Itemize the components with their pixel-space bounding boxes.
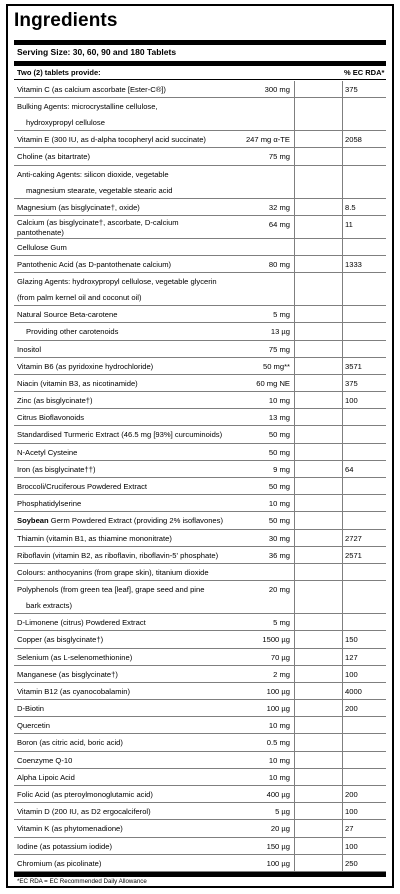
column-divider bbox=[342, 273, 343, 306]
ingredient-rda: 250 bbox=[345, 858, 358, 868]
column-divider bbox=[342, 409, 343, 426]
ingredient-name bbox=[17, 857, 289, 873]
column-divider bbox=[342, 444, 343, 461]
ingredient-name bbox=[17, 514, 289, 530]
table-row bbox=[14, 855, 386, 872]
ingredient-amount: 20 mg bbox=[268, 585, 290, 595]
column-divider bbox=[294, 358, 295, 375]
ingredient-name-line: Copper (as bisglycinate†) bbox=[17, 635, 104, 645]
ingredient-rda: 4000 bbox=[345, 686, 362, 696]
ingredient-name bbox=[17, 83, 289, 99]
ingredient-name-line: Standardised Turmeric Extract (46.5 mg [93%] curcuminoids) bbox=[17, 430, 223, 440]
ingredient-name-line: Providing other carotenoids bbox=[26, 327, 119, 337]
table-row bbox=[14, 306, 386, 323]
ingredient-name-line: Cellulose Gum bbox=[17, 242, 67, 252]
ingredient-amount: 70 µg bbox=[270, 652, 290, 662]
ingredient-name-line: Folic Acid (as pteroylmonoglutamic acid) bbox=[17, 790, 153, 799]
ingredient-amount: 1500 µg bbox=[262, 635, 290, 645]
column-divider bbox=[294, 752, 295, 769]
footer-divider bbox=[14, 872, 386, 877]
ingredient-name-line bbox=[17, 514, 289, 530]
ingredient-amount: 75 mg bbox=[268, 152, 290, 162]
table-row bbox=[14, 512, 386, 529]
ingredient-name bbox=[17, 805, 289, 821]
ingredient-amount: 50 mg** bbox=[262, 361, 290, 371]
ingredient-amount: 13 µg bbox=[270, 327, 290, 337]
column-divider bbox=[294, 631, 295, 648]
ingredient-amount: 247 mg α-TE bbox=[245, 135, 290, 145]
column-divider bbox=[342, 131, 343, 148]
column-divider bbox=[342, 256, 343, 273]
ingredient-name bbox=[17, 168, 289, 200]
column-divider bbox=[294, 547, 295, 564]
column-divider bbox=[342, 375, 343, 392]
ingredient-amount: 5 mg bbox=[273, 310, 290, 320]
ingredient-name bbox=[17, 719, 289, 735]
ingredient-name-line: Vitamin B6 (as pyridoxine hydrochloride) bbox=[17, 361, 154, 371]
ingredient-name-line: Inositol bbox=[17, 344, 42, 354]
table-row bbox=[14, 734, 386, 751]
ingredient-amount: 30 mg bbox=[268, 533, 290, 543]
column-divider bbox=[342, 216, 343, 239]
table-row bbox=[14, 820, 386, 837]
column-divider bbox=[342, 564, 343, 581]
column-divider bbox=[342, 855, 343, 872]
table-row bbox=[14, 166, 386, 199]
column-divider bbox=[342, 478, 343, 495]
ingredient-name-line: bark extracts) bbox=[26, 601, 72, 611]
ingredient-name bbox=[17, 840, 289, 856]
table-row bbox=[14, 375, 386, 392]
column-divider bbox=[342, 752, 343, 769]
column-divider bbox=[342, 426, 343, 443]
ingredient-amount: 0.5 mg bbox=[266, 738, 290, 748]
ingredient-name bbox=[17, 308, 289, 324]
ingredient-name-rest: Germ Powdered Extract (providing 2% isoflavones) bbox=[50, 516, 223, 526]
ingredient-name-line: Anti-caking Agents: silicon dioxide, vegetable bbox=[17, 169, 169, 179]
ingredient-name-line: Calcium (as bisglycinate†, ascorbate, D-calcium bbox=[17, 217, 179, 227]
serving-size: Serving Size: 30, 60, 90 and 180 Tablets bbox=[17, 47, 177, 57]
ingredient-rda: 2058 bbox=[345, 135, 362, 145]
footnote: *EC RDA = EC Recommended Daily Allowance bbox=[17, 878, 147, 885]
ingredient-rda: 8.5 bbox=[345, 202, 356, 212]
ingredient-amount: 10 mg bbox=[268, 772, 290, 782]
column-divider bbox=[342, 199, 343, 216]
table-row bbox=[14, 131, 386, 148]
ingredient-name bbox=[17, 532, 289, 548]
ingredient-amount: 100 µg bbox=[266, 858, 290, 868]
ingredient-rda: 100 bbox=[345, 807, 358, 817]
ingredient-name-line: Niacin (vitamin B3, as nicotinamide) bbox=[17, 378, 138, 388]
table-row bbox=[14, 614, 386, 631]
ingredient-amount: 60 mg NE bbox=[256, 378, 290, 388]
table-row bbox=[14, 752, 386, 769]
ingredient-name bbox=[17, 150, 289, 166]
table-row bbox=[14, 631, 386, 648]
column-divider bbox=[294, 512, 295, 529]
ingredient-name-line: hydroxypropyl cellulose bbox=[26, 118, 105, 128]
ingredient-name bbox=[17, 480, 289, 496]
ingredient-amount: 13 mg bbox=[268, 413, 290, 423]
column-divider bbox=[294, 700, 295, 717]
ingredient-name bbox=[17, 549, 289, 565]
column-divider bbox=[294, 148, 295, 165]
ingredient-name-line: Natural Source Beta-carotene bbox=[17, 310, 118, 320]
ingredient-amount: 80 mg bbox=[268, 259, 290, 269]
ingredient-amount: 10 mg bbox=[268, 721, 290, 731]
ingredient-name-line: Alpha Lipoic Acid bbox=[17, 772, 75, 782]
header-provide: Two (2) tablets provide: bbox=[17, 68, 101, 77]
ingredient-name-line: Coenzyme Q-10 bbox=[17, 755, 73, 765]
ingredient-name-line: Quercetin bbox=[17, 721, 50, 731]
column-divider bbox=[294, 166, 295, 199]
column-divider bbox=[342, 649, 343, 666]
ingredient-rda: 2727 bbox=[345, 533, 362, 543]
column-divider bbox=[294, 444, 295, 461]
ingredient-name bbox=[17, 702, 289, 718]
table-row bbox=[14, 409, 386, 426]
ingredient-rda: 100 bbox=[345, 669, 358, 679]
column-divider bbox=[294, 392, 295, 409]
ingredient-name bbox=[17, 360, 289, 376]
ingredient-name bbox=[17, 241, 289, 257]
ingredient-name-line: Boron (as citric acid, boric acid) bbox=[17, 738, 123, 748]
column-divider bbox=[294, 564, 295, 581]
ingredient-amount: 75 mg bbox=[268, 344, 290, 354]
ingredient-name-line: Chromium (as picolinate) bbox=[17, 858, 102, 868]
column-divider bbox=[342, 734, 343, 751]
ingredient-name bbox=[17, 275, 289, 307]
ingredient-name bbox=[17, 736, 289, 752]
column-divider bbox=[342, 239, 343, 256]
ingredient-amount: 50 mg bbox=[268, 516, 290, 526]
ingredient-name-line: Riboflavin (vitamin B2, as riboflavin, riboflavin-5' phosphate) bbox=[17, 550, 219, 560]
ingredient-amount: 100 µg bbox=[266, 686, 290, 696]
ingredient-name-line: (from palm kernel oil and coconut oil) bbox=[17, 293, 142, 303]
table-row bbox=[14, 649, 386, 666]
column-divider bbox=[342, 717, 343, 734]
ingredient-amount: 5 mg bbox=[273, 618, 290, 628]
column-divider bbox=[342, 838, 343, 855]
ingredient-name bbox=[17, 377, 289, 393]
ingredient-amount: 10 mg bbox=[268, 396, 290, 406]
column-divider bbox=[294, 530, 295, 547]
column-divider bbox=[294, 838, 295, 855]
ingredient-name-line: Iron (as bisglycinate††) bbox=[17, 464, 96, 474]
table-row bbox=[14, 786, 386, 803]
ingredient-amount: 50 mg bbox=[268, 447, 290, 457]
ingredient-name-line: Vitamin D (200 IU, as D2 ergocalciferol) bbox=[17, 807, 151, 817]
ingredient-name bbox=[17, 566, 289, 582]
ingredient-amount: 32 mg bbox=[268, 202, 290, 212]
column-divider bbox=[294, 820, 295, 837]
ingredient-name-line: Vitamin C (as calcium ascorbate [Ester-C®]) bbox=[17, 85, 166, 94]
column-divider bbox=[342, 306, 343, 323]
table-row bbox=[14, 581, 386, 614]
ingredient-amount: 36 mg bbox=[268, 550, 290, 560]
column-divider bbox=[294, 81, 295, 98]
column-divider bbox=[294, 98, 295, 131]
column-divider bbox=[342, 166, 343, 199]
table-row bbox=[14, 323, 386, 340]
table-row bbox=[14, 461, 386, 478]
table-row bbox=[14, 273, 386, 306]
ingredient-name-line: Polyphenols (from green tea [leaf], grape seed and pine bbox=[17, 585, 205, 595]
column-divider bbox=[294, 786, 295, 803]
column-divider bbox=[294, 683, 295, 700]
ingredient-rda: 200 bbox=[345, 790, 358, 799]
header-rda: % EC RDA* bbox=[344, 68, 385, 77]
table-row bbox=[14, 478, 386, 495]
ingredient-name bbox=[17, 633, 289, 649]
column-divider bbox=[342, 461, 343, 478]
ingredient-name-line: Zinc (as bisglycinate†) bbox=[17, 396, 93, 406]
column-divider bbox=[294, 717, 295, 734]
column-divider bbox=[294, 734, 295, 751]
ingredient-name bbox=[17, 754, 289, 770]
table-row bbox=[14, 216, 386, 239]
ingredient-name bbox=[17, 668, 289, 684]
ingredient-name-line: Pantothenic Acid (as D-pantothenate calcium) bbox=[17, 259, 172, 269]
ingredient-rda: 11 bbox=[345, 219, 353, 229]
ingredient-rda: 3571 bbox=[345, 361, 362, 371]
column-divider bbox=[342, 547, 343, 564]
ingredient-name bbox=[17, 685, 289, 701]
table-row bbox=[14, 256, 386, 273]
column-divider bbox=[294, 306, 295, 323]
ingredient-name bbox=[17, 411, 289, 427]
column-divider bbox=[342, 786, 343, 803]
ingredient-name bbox=[17, 583, 289, 615]
ingredient-name bbox=[17, 771, 289, 787]
ingredient-name bbox=[17, 616, 289, 632]
page-title: Ingredients bbox=[14, 10, 118, 31]
column-divider bbox=[294, 199, 295, 216]
ingredient-amount: 300 mg bbox=[264, 85, 290, 94]
ingredient-amount: 64 mg bbox=[268, 219, 290, 229]
column-divider bbox=[294, 614, 295, 631]
column-divider bbox=[294, 239, 295, 256]
ingredient-amount: 2 mg bbox=[273, 669, 290, 679]
ingredient-name bbox=[17, 218, 289, 238]
table-row bbox=[14, 239, 386, 256]
column-divider bbox=[342, 341, 343, 358]
table-row bbox=[14, 666, 386, 683]
ingredient-name-line: Bulking Agents: microcrystalline cellulose, bbox=[17, 102, 158, 112]
column-divider bbox=[342, 614, 343, 631]
ingredient-name bbox=[17, 822, 289, 838]
ingredient-name-line: Vitamin B12 (as cyanocobalamin) bbox=[17, 686, 130, 696]
ingredient-name bbox=[17, 446, 289, 462]
column-divider bbox=[294, 478, 295, 495]
ingredient-name bbox=[17, 651, 289, 667]
table-row bbox=[14, 547, 386, 564]
ingredient-name bbox=[17, 788, 289, 804]
ingredient-name bbox=[17, 394, 289, 410]
table-row bbox=[14, 341, 386, 358]
ingredient-amount: 9 mg bbox=[273, 464, 290, 474]
ingredient-name bbox=[17, 258, 289, 274]
ingredient-name-line: D-Biotin bbox=[17, 704, 45, 714]
ingredient-amount: 20 µg bbox=[270, 824, 290, 834]
ingredient-table bbox=[14, 81, 386, 872]
column-divider bbox=[342, 98, 343, 131]
ingredient-name bbox=[17, 463, 289, 479]
column-divider bbox=[342, 148, 343, 165]
ingredient-name-line: Vitamin E (300 IU, as d-alpha tocopheryl acid succinate) bbox=[17, 135, 206, 145]
ingredient-name-line: Phosphatidylserine bbox=[17, 499, 82, 509]
table-row bbox=[14, 700, 386, 717]
ingredient-rda: 375 bbox=[345, 85, 358, 94]
column-divider bbox=[294, 649, 295, 666]
column-divider bbox=[342, 631, 343, 648]
ingredient-name-line: magnesium stearate, vegetable stearic acid bbox=[26, 185, 173, 195]
ingredient-rda: 200 bbox=[345, 704, 358, 714]
column-divider bbox=[294, 256, 295, 273]
column-divider bbox=[294, 803, 295, 820]
ingredient-name-line: Iodine (as potassium iodide) bbox=[17, 841, 112, 851]
ingredient-rda: 27 bbox=[345, 824, 354, 834]
ingredient-amount: 10 mg bbox=[268, 499, 290, 509]
table-row bbox=[14, 392, 386, 409]
table-row bbox=[14, 358, 386, 375]
column-divider bbox=[294, 666, 295, 683]
ingredient-rda: 150 bbox=[345, 635, 358, 645]
table-row bbox=[14, 564, 386, 581]
ingredient-rda: 2571 bbox=[345, 550, 362, 560]
ingredient-name bbox=[17, 428, 289, 444]
column-divider bbox=[342, 700, 343, 717]
table-row bbox=[14, 426, 386, 443]
table-header bbox=[14, 66, 386, 78]
ingredient-amount: 50 mg bbox=[268, 482, 290, 491]
ingredient-name bbox=[17, 325, 289, 341]
table-row bbox=[14, 769, 386, 786]
ingredient-amount: 100 µg bbox=[266, 704, 290, 714]
column-divider bbox=[342, 683, 343, 700]
column-divider bbox=[342, 358, 343, 375]
ingredient-name-line: Thiamin (vitamin B1, as thiamine mononitrate) bbox=[17, 533, 172, 543]
table-row bbox=[14, 495, 386, 512]
table-row bbox=[14, 838, 386, 855]
table-row bbox=[14, 199, 386, 216]
ingredient-name bbox=[17, 201, 289, 217]
column-divider bbox=[294, 341, 295, 358]
column-divider bbox=[294, 769, 295, 786]
ingredient-name-line: D-Limonene (citrus) Powdered Extract bbox=[17, 618, 146, 628]
column-divider bbox=[342, 323, 343, 340]
column-divider bbox=[342, 512, 343, 529]
ingredient-rda: 100 bbox=[345, 841, 358, 851]
ingredient-name-line: Colours: anthocyanins (from grape skin), titanium dioxide bbox=[17, 567, 209, 577]
column-divider bbox=[294, 581, 295, 614]
ingredient-name bbox=[17, 497, 289, 513]
column-divider bbox=[294, 426, 295, 443]
column-divider bbox=[294, 375, 295, 392]
column-divider bbox=[342, 803, 343, 820]
ingredient-rda: 375 bbox=[345, 378, 358, 388]
ingredient-name-line: Magnesium (as bisglycinate†, oxide) bbox=[17, 202, 140, 212]
column-divider bbox=[294, 273, 295, 306]
ingredient-name-line: Broccoli/Cruciferous Powdered Extract bbox=[17, 482, 147, 491]
column-divider bbox=[294, 216, 295, 239]
column-divider bbox=[342, 666, 343, 683]
table-row bbox=[14, 444, 386, 461]
ingredients-panel bbox=[6, 4, 394, 888]
ingredient-amount: 10 mg bbox=[268, 755, 290, 765]
ingredient-rda: 100 bbox=[345, 396, 358, 406]
table-row bbox=[14, 81, 386, 98]
table-row bbox=[14, 803, 386, 820]
ingredient-name-line: pantothenate) bbox=[17, 227, 64, 237]
column-divider bbox=[342, 392, 343, 409]
table-row bbox=[14, 98, 386, 131]
column-divider bbox=[294, 855, 295, 872]
ingredient-amount: 150 µg bbox=[266, 841, 290, 851]
table-row bbox=[14, 148, 386, 165]
title-divider bbox=[14, 40, 386, 45]
column-divider bbox=[294, 495, 295, 512]
table-row bbox=[14, 683, 386, 700]
ingredient-name-line: Vitamin K (as phytomenadione) bbox=[17, 824, 123, 834]
column-divider bbox=[342, 530, 343, 547]
ingredient-name-line: Selenium (as L-selenomethionine) bbox=[17, 652, 133, 662]
ingredient-name-line: Citrus Bioflavonoids bbox=[17, 413, 85, 423]
ingredient-rda: 64 bbox=[345, 464, 354, 474]
column-divider bbox=[342, 81, 343, 98]
ingredient-amount: 5 µg bbox=[275, 807, 290, 817]
column-divider bbox=[294, 461, 295, 478]
ingredient-bold-prefix: Soybean bbox=[17, 516, 49, 526]
column-divider bbox=[294, 131, 295, 148]
ingredient-rda: 1333 bbox=[345, 259, 362, 269]
ingredient-name bbox=[17, 343, 289, 359]
ingredient-name-line: Glazing Agents: hydroxypropyl cellulose, vegetable glycerin bbox=[17, 277, 217, 287]
ingredient-rda: 127 bbox=[345, 652, 358, 662]
column-divider bbox=[294, 323, 295, 340]
ingredient-name-line: Choline (as bitartrate) bbox=[17, 152, 91, 162]
header-divider bbox=[14, 79, 386, 80]
ingredient-name bbox=[17, 100, 289, 132]
ingredient-amount: 50 mg bbox=[268, 430, 290, 440]
ingredient-name-line: Manganese (as bisglycinate†) bbox=[17, 669, 118, 679]
column-divider bbox=[342, 820, 343, 837]
column-divider bbox=[342, 495, 343, 512]
ingredient-amount: 400 µg bbox=[266, 790, 290, 799]
column-divider bbox=[342, 769, 343, 786]
table-row bbox=[14, 530, 386, 547]
column-divider bbox=[342, 581, 343, 614]
ingredient-name-line: N-Acetyl Cysteine bbox=[17, 447, 78, 457]
column-divider bbox=[294, 409, 295, 426]
table-row bbox=[14, 717, 386, 734]
